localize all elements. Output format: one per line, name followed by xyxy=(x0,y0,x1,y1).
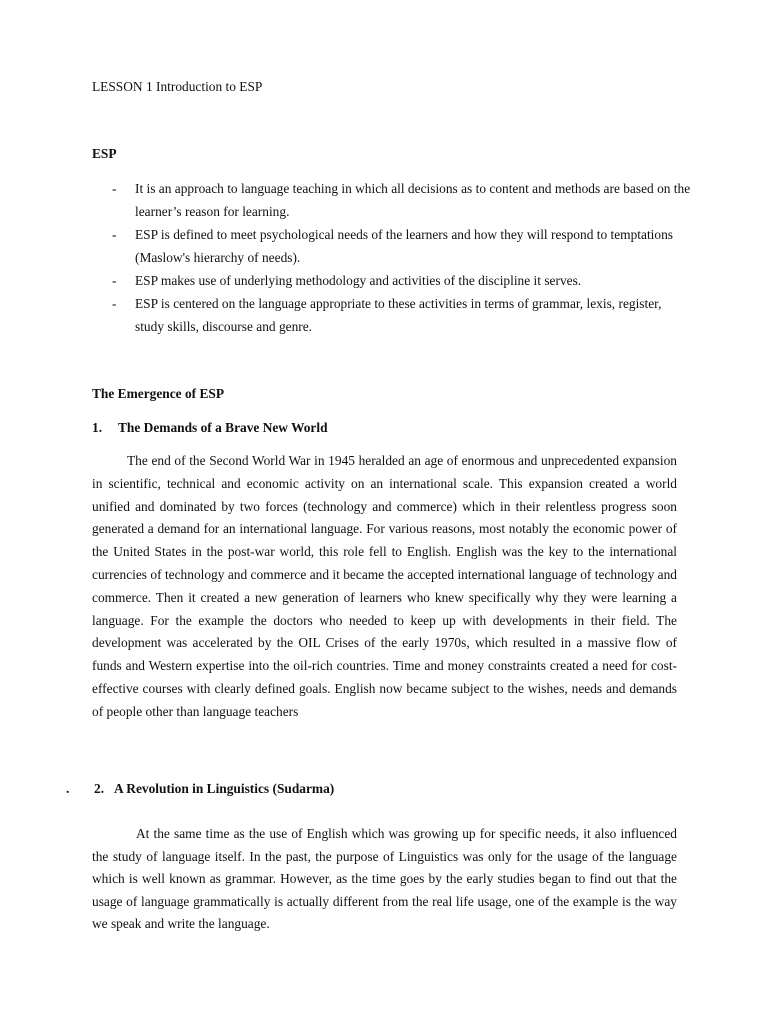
emergence-heading: The Emergence of ESP xyxy=(92,386,225,401)
subsection-2-title: A Revolution in Linguistics (Sudarma) xyxy=(114,781,335,796)
bullet-text: It is an approach to language teaching in which all decisions as to content and methods are based on the learner’s reason for learning. xyxy=(135,181,691,219)
bullet-item xyxy=(92,269,692,292)
esp-heading: ESP xyxy=(92,146,117,161)
bullet-text: ESP is centered on the language appropriate to these activities in terms of grammar, lexis, register, study skills, discourse and genre. xyxy=(135,296,662,334)
lesson-title: LESSON 1 Introduction to ESP xyxy=(92,79,263,94)
subsection-2-paragraph: At the same time as the use of English which was growing up for specific needs, it also influenced the study of language itself. In the past, the purpose of Linguistics was only for the usage of the language which is well known as grammar. However, as the time goes by the early studies began to find out that the usage of language grammatically is actually different from the real life usage, one of the example is the way we speak and write the language. xyxy=(92,826,677,932)
subsection-2-number: 2. xyxy=(94,781,105,796)
bullet-item xyxy=(92,177,692,223)
bullet-text: ESP makes use of underlying methodology and activities of the discipline it serves. xyxy=(135,273,582,288)
bullet-dash: - xyxy=(112,227,117,242)
subsection-1-paragraph: The end of the Second World War in 1945 heralded an age of enormous and unprecedented expansion in scientific, technical and economic activity on an international scale. This expansion created a world unified and dominated by two forces (technology and commerce) which in their relentless progress soon generated a demand for an international language. For various reasons, most notably the economic power of the United States in the post-war world, this role fell to English. English was the key to the international currencies of technology and commerce and it became the accepted international language of technology and commerce. Then it created a new generation of learners who knew specifically why they were learning a language. For the example the doctors who needed to keep up with developments in their field. The development was accelerated by the OIL Crises of the early 1970s, which resulted in a massive flow of funds and Western expertise into the oil-rich countries. Time and money constraints created a need for cost-effective courses with clearly defined goals. English now became subject to the wishes, needs and demands of people other than language teachers xyxy=(92,453,677,719)
subsection-1-number: 1. xyxy=(92,420,103,435)
subsection-1-title: The Demands of a Brave New World xyxy=(118,420,328,435)
esp-bullet-list xyxy=(92,177,692,338)
bullet-item xyxy=(92,292,692,338)
subsection-1-heading xyxy=(92,420,328,436)
bullet-item xyxy=(92,223,692,269)
subsection-2-heading xyxy=(66,781,334,797)
bullet-dash: - xyxy=(112,296,117,311)
bullet-dash: - xyxy=(112,181,117,196)
subsection-2-leading-dot: . xyxy=(66,781,70,796)
bullet-text: ESP is defined to meet psychological needs of the learners and how they will respond to temptations (Maslow's hierarchy of needs). xyxy=(135,227,673,265)
bullet-dash: - xyxy=(112,273,117,288)
